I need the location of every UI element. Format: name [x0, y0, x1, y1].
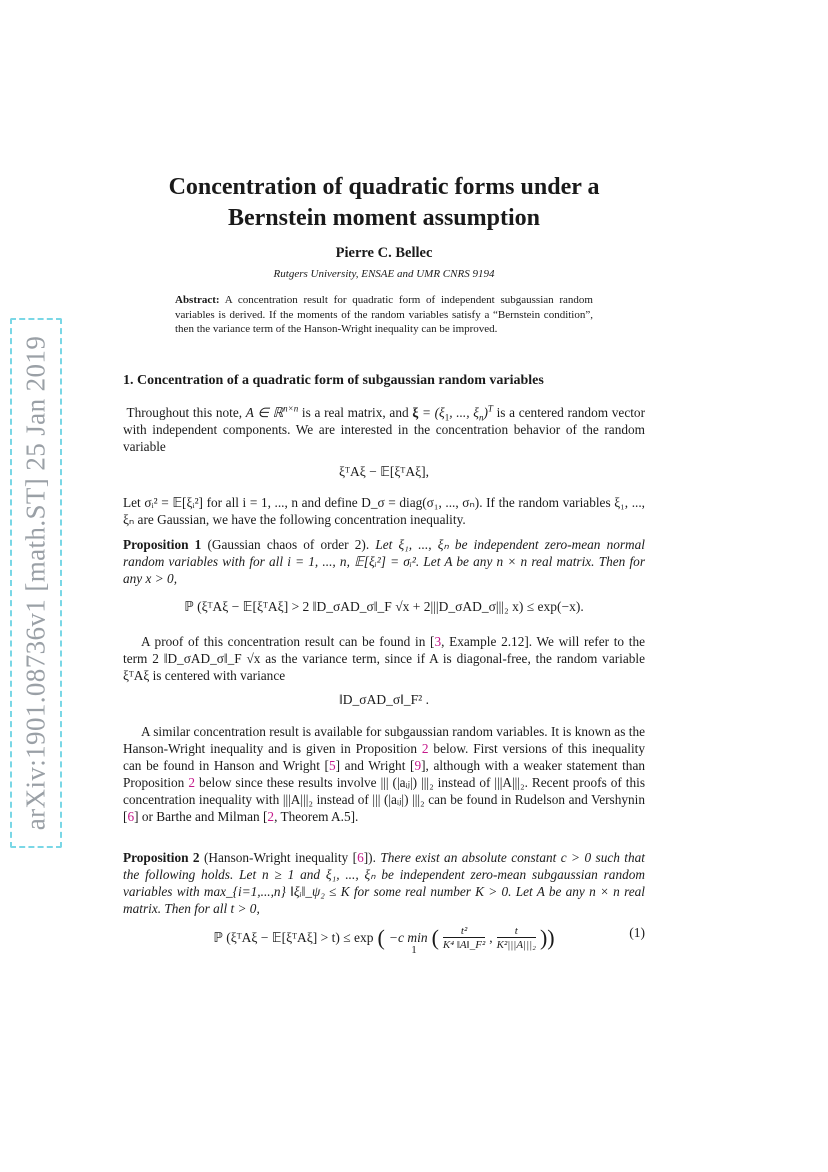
arxiv-identifier[interactable]: arXiv:1901.08736v1 [math.ST] 25 Jan 2019	[20, 335, 51, 831]
para4-text-5: below since these results involve ||| (|aᵢⱼ|) |||₂ instead of |||A|||₂. Recent proofs of this concentration inequality with |||A|||₂ instead of ||| (|aᵢⱼ|) |||₂ can be found in Rudelson and Vershynin [	[123, 775, 645, 824]
eq2-paren-open-2: (	[431, 925, 439, 950]
prop1-body: Let ξ₁, ..., ξₙ be independent zero-mean normal random variables with for all i = 1, ..., n, 𝔼[ξᵢ²] = σᵢ². Let A be any n × n real matrix. Then for any x > 0,	[123, 537, 646, 586]
para4-text-4: ], although with a weaker statement than Proposition	[123, 758, 645, 790]
eq2-f1-den: K⁴ ‖A‖_F²	[442, 939, 486, 951]
paragraph-hanson-wright	[123, 723, 645, 825]
eq2-paren-open: (	[377, 925, 385, 950]
para4-text-2: below. First versions of this inequality can be found in Hanson and Wright [	[123, 741, 645, 773]
paper-author: Pierre C. Bellec	[335, 245, 433, 261]
equation-number: (1)	[629, 925, 645, 940]
prop2-body: There exist an absolute constant c > 0 such that the following holds. Let n ≥ 1 and ξ₁, ..., ξₙ be independent zero-mean subgaussian random variables with max_{i=1,...,n} ‖ξᵢ‖_ψ₂ ≤ K for some real number K > 0. Let A be any n × n real matrix. Then for all t > 0,	[123, 850, 645, 916]
proposition-2	[123, 849, 645, 917]
equation-variance: ‖D_σAD_σ‖_F² .	[339, 692, 429, 707]
paragraph-proof	[123, 633, 645, 684]
eq2-comma: ,	[489, 930, 493, 945]
prop2-label: Proposition 2	[123, 850, 200, 865]
citation-6[interactable]: 6	[127, 809, 135, 824]
prop2-name-a: (Hanson-Wright inequality [	[204, 850, 358, 865]
para1-math-xi: ξ	[412, 405, 419, 420]
para4-text-6: ] or Barthe and Milman [	[134, 809, 268, 824]
prop2-citation-6[interactable]: 6	[357, 850, 364, 865]
equation-prop1: ℙ (ξᵀAξ − 𝔼[ξᵀAξ] > 2 ‖D_σAD_σ‖_F √x + 2|||D_σAD_σ|||₂ x) ≤ exp(−x).	[184, 599, 584, 614]
eq2-f1-num: t²	[460, 925, 468, 937]
abstract-label: Abstract:	[175, 294, 220, 306]
abstract	[175, 293, 593, 337]
prop1-label: Proposition 1	[123, 537, 202, 552]
ref-proposition-2[interactable]: 2	[421, 741, 429, 756]
paragraph-intro	[123, 404, 645, 455]
para4-text-1: A similar concentration result is available for subgaussian random variables. It is known as the Hanson-Wright inequality and is given in Proposition	[123, 724, 645, 756]
para1-math-3-sub: 1	[444, 412, 450, 423]
para1-text-3: is a centered random vector with independent components. We are interested in the concentration behavior of the random variable	[123, 405, 645, 454]
para1-math-4-sub: n	[478, 412, 484, 423]
author-affiliation: Rutgers University, ENSAE and UMR CNRS 9194	[273, 268, 495, 280]
citation-5[interactable]: 5	[328, 758, 336, 773]
citation-9[interactable]: 9	[414, 758, 422, 773]
citation-2[interactable]: 2	[267, 809, 275, 824]
abstract-text: A concentration result for quadratic form of independent subgaussian random variables is derived. If the moments of the random variables satisfy a “Bernstein condition”, then the variance term of the Hanson-Wright inequality can be improved.	[175, 294, 593, 335]
paragraph-gaussian: Let σᵢ² = 𝔼[ξᵢ²] for all i = 1, ..., n and define D_σ = diag(σ₁, ..., σₙ). If the random variables ξ₁, ..., ξₙ are Gaussian, we have the following concentration inequality.	[123, 495, 645, 527]
section-heading: 1. Concentration of a quadratic form of subgaussian random variables	[123, 373, 544, 388]
para1-math-3: = (ξ	[418, 405, 445, 420]
proposition-1	[123, 536, 645, 587]
para1-math-4: , ..., ξ	[449, 405, 479, 420]
paper-title: Concentration of quadratic forms under a Bernstein moment assumption	[168, 174, 600, 231]
eq2-inner: −c min	[388, 930, 428, 945]
eq2-lhs: ℙ (ξᵀAξ − 𝔼[ξᵀAξ] > t) ≤ exp	[213, 930, 374, 945]
para4-text-7: , Theorem A.5].	[274, 809, 359, 824]
equation-variable: ξᵀAξ − 𝔼[ξᵀAξ],	[339, 464, 429, 479]
para4-text-3: ] and Wright [	[335, 758, 415, 773]
eq2-f2-den: K²|||A|||₂	[496, 939, 536, 951]
para3-text-2: , Example 2.12]. We will refer to the term 2 ‖D_σAD_σ‖_F √x as the variance term, since if A is diagonal-free, the random variable ξᵀAξ is centered with variance	[123, 634, 645, 683]
ref-proposition-2b[interactable]: 2	[188, 775, 195, 790]
eq2-paren-close: ))	[539, 925, 555, 950]
citation-3[interactable]: 3	[434, 634, 442, 649]
arxiv-stamp[interactable]	[10, 318, 62, 848]
para3-text-1: A proof of this concentration result can be found in [	[141, 634, 435, 649]
para1-math-5: )	[483, 405, 488, 420]
para1-math-5-sup: T	[487, 403, 493, 414]
eq2-f2-num: t	[514, 925, 518, 937]
para1-math-1: A ∈ ℝ	[245, 405, 284, 420]
prop1-name: (Gaussian chaos of order 2).	[207, 537, 370, 552]
para1-text-1: Throughout this note,	[126, 405, 246, 420]
para1-text-2: is a real matrix, and	[298, 405, 413, 420]
prop2-name-b: ]).	[363, 850, 376, 865]
para1-math-1-sup: n×n	[283, 403, 299, 414]
page-number: 1	[411, 944, 417, 956]
